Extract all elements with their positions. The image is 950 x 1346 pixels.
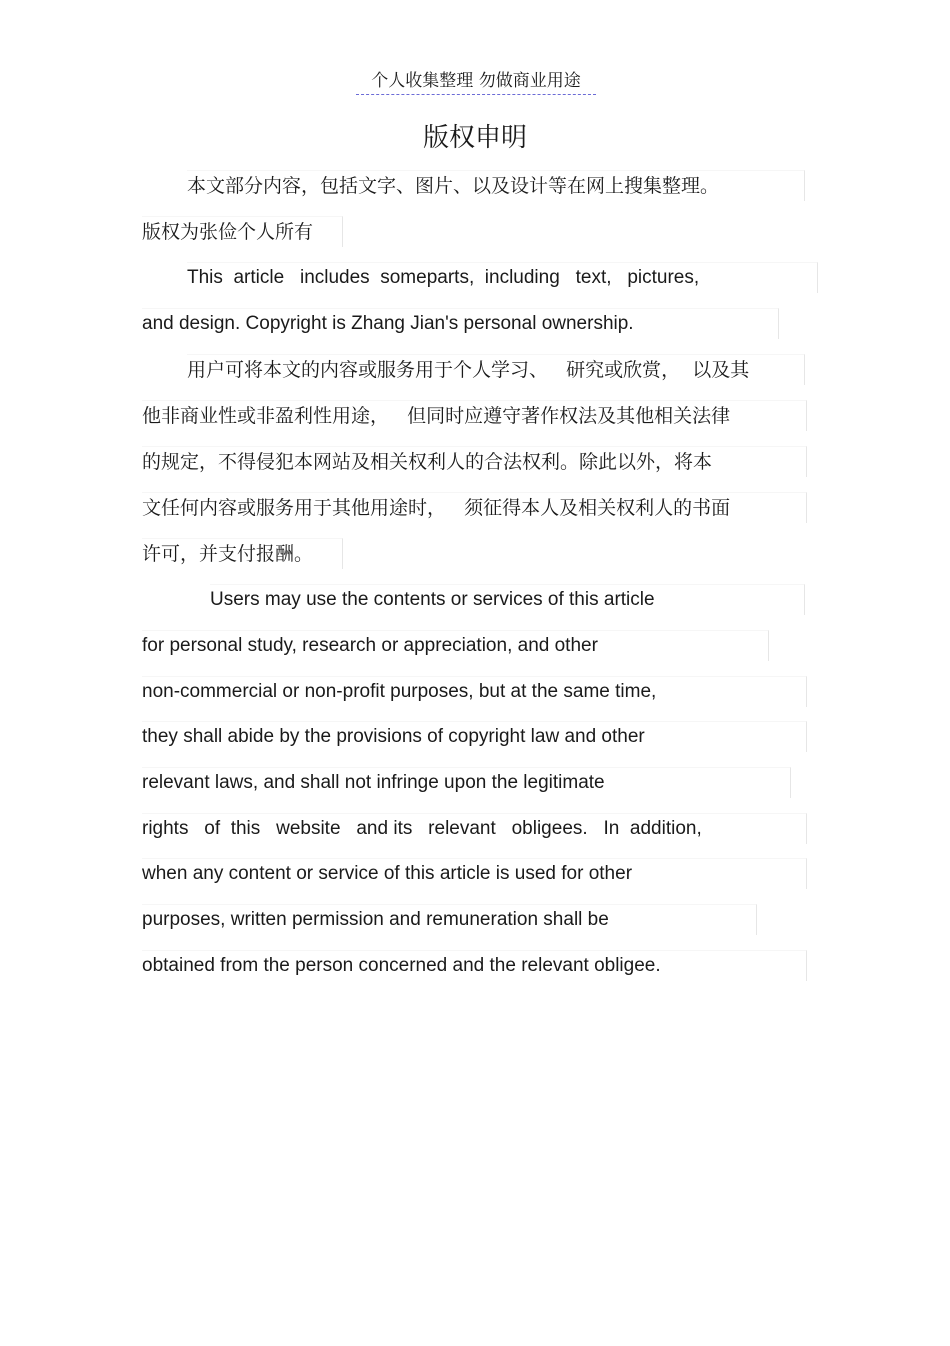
- paragraph-line: rights of this website and its relevant obligees. In addition,: [142, 813, 807, 844]
- paragraph-line: 他非商业性或非盈利性用途， 但同时应遵守著作权法及其他相关法律: [142, 400, 807, 431]
- paragraph-line: relevant laws, and shall not infringe upon the legitimate: [142, 767, 791, 798]
- paragraph-line: obtained from the person concerned and the relevant obligee.: [142, 950, 807, 981]
- paragraph-line: for personal study, research or appreciation, and other: [142, 630, 769, 661]
- page-title: 版权申明: [422, 123, 527, 153]
- paragraph-line: 用户可将本文的内容或服务用于个人学习、 研究或欣赏， 以及其: [187, 354, 805, 385]
- paragraph-line: they shall abide by the provisions of copyright law and other: [142, 721, 807, 752]
- header-note: 个人收集整理 勿做商业用途: [356, 70, 596, 95]
- paragraph-line: 的规定，不得侵犯本网站及相关权利人的合法权利。除此以外，将本: [142, 446, 807, 477]
- paragraph-line: non-commercial or non-profit purposes, but at the same time,: [142, 676, 807, 707]
- paragraph-line: 版权为张俭个人所有: [142, 216, 343, 247]
- paragraph-line: 本文部分内容，包括文字、图片、以及设计等在网上搜集整理。: [187, 170, 805, 201]
- paragraph-line: when any content or service of this article is used for other: [142, 858, 807, 889]
- paragraph-line: This article includes someparts, including text, pictures,: [187, 262, 818, 293]
- paragraph-line: 文任何内容或服务用于其他用途时， 须征得本人及相关权利人的书面: [142, 492, 807, 523]
- paragraph-line: purposes, written permission and remuneration shall be: [142, 904, 757, 935]
- paragraph-line: and design. Copyright is Zhang Jian's personal ownership.: [142, 308, 779, 339]
- paragraph-line: Users may use the contents or services of this article: [210, 584, 805, 615]
- paragraph-line: 许可，并支付报酬。: [142, 538, 343, 569]
